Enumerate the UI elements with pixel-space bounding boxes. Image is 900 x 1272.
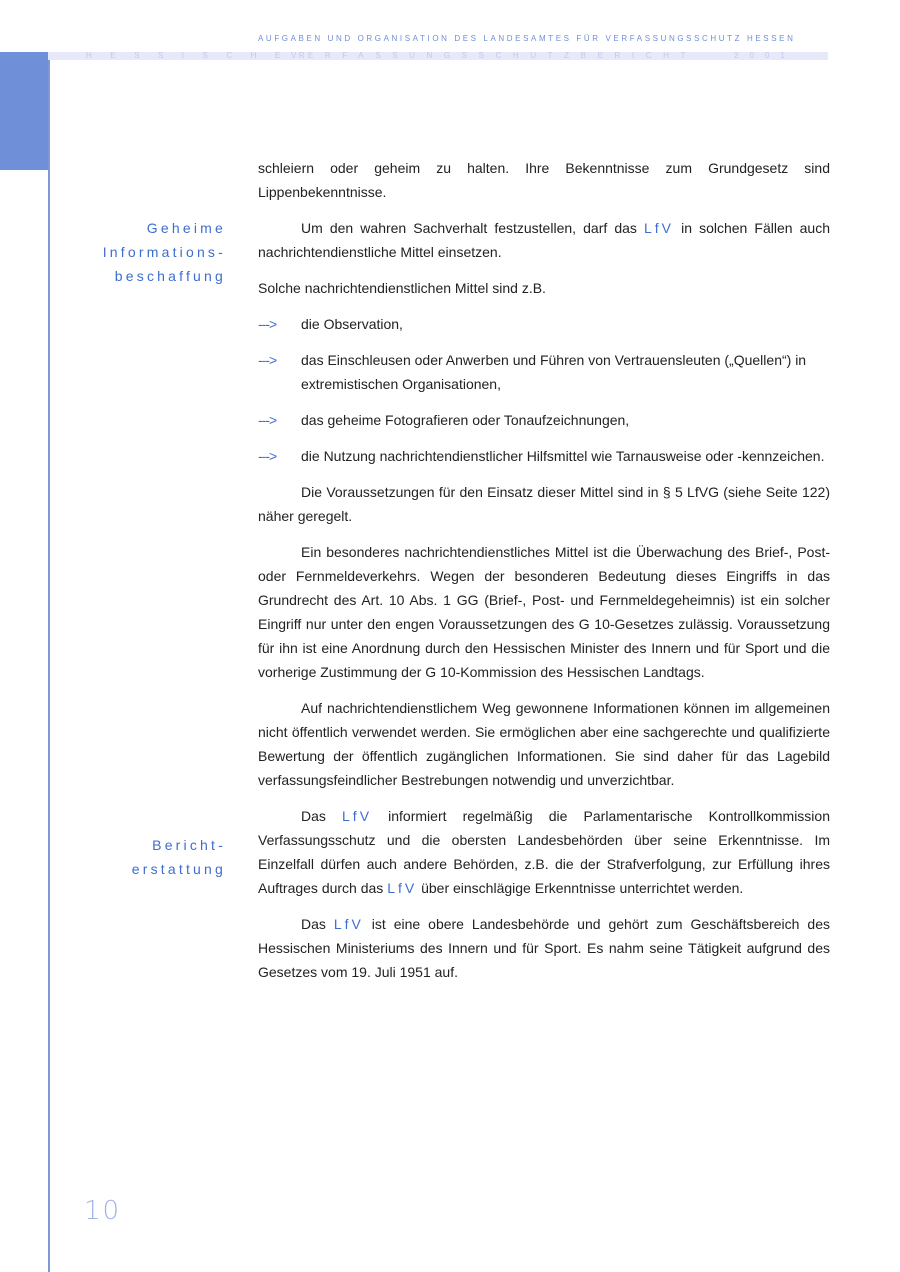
text-run: Das — [301, 808, 343, 824]
text-run: ist eine obere Landesbehörde und gehört zum Geschäftsbereich des Hessischen Ministeriums des Innern und für Sport. Es nahm seine Tätigkeit aufgrund des Gesetzes vom 19. Juli 1951 auf. — [258, 916, 830, 980]
header-band-word-2: VERFASSUNGSSCHUTZBERICHT — [291, 51, 697, 60]
header-band — [48, 52, 828, 60]
main-text — [258, 156, 830, 996]
margin-note-line: Bericht- — [152, 837, 226, 853]
arrow-icon: ---> — [258, 448, 277, 464]
paragraph: Ein besonderes nachrichtendienstliches Mittel ist die Überwachung des Brief-, Post- oder Fernmeldeverkehrs. Wegen der besonderen Bedeutung dieses Eingriffs in das Grundrecht des Art. 10 Abs. 1 GG (Brief-, Post- und Fernmeldegeheimnis) ist ein solcher Eingriff nur unter den engen Voraussetzungen des G 10-Gesetzes zulässig. Voraussetzung für ihn ist eine Anordnung durch den Hessischen Minister des Innern und für Sport und die vorherige Zustimmung der G 10-Kommission des Hessischen Landtags. — [258, 544, 830, 680]
margin-note-berichterstattung — [132, 833, 226, 881]
text-run: Um den wahren Sachverhalt festzustellen, darf das — [301, 220, 644, 236]
margin-note-line: Informations- — [102, 244, 226, 260]
text-run: Das — [301, 916, 334, 932]
margin-note-line: Geheime — [146, 220, 226, 236]
header-band-year: 2001 — [734, 51, 796, 60]
list-item — [258, 444, 830, 468]
paragraph: Solche nachrichtendienstlichen Mittel sind z.B. — [258, 280, 546, 296]
running-header: AUFGABEN UND ORGANISATION DES LANDESAMTES FÜR VERFASSUNGSSCHUTZ HESSEN — [258, 34, 796, 43]
list-item-text: die Observation, — [301, 316, 403, 332]
arrow-icon: ---> — [258, 352, 277, 368]
list-item-text: die Nutzung nachrichtendienstlicher Hilfsmittel wie Tarnausweise oder -kennzeichen. — [301, 448, 825, 464]
paragraph: Die Voraussetzungen für den Einsatz dieser Mittel sind in § 5 LfVG (siehe Seite 122) näher geregelt. — [258, 484, 830, 524]
paragraph: Auf nachrichtendienstlichem Weg gewonnene Informationen können im allgemeinen nicht öffentlich verwendet werden. Sie ermöglichen aber eine sachgerechte und qualifizierte Bewertung der öffentlich zugänglichen Informationen. Sie sind daher für das Lagebild verfassungsfeindlicher Bestrebungen notwendig und unverzichtbar. — [258, 700, 830, 788]
list-item — [258, 408, 830, 432]
abbr-lfv: LfV — [333, 916, 364, 932]
arrow-icon: ---> — [258, 412, 277, 428]
margin-note-line: beschaffung — [114, 268, 226, 284]
text-run: über einschlägige Erkenntnisse unterrichtet werden. — [417, 880, 744, 896]
list-item-text: das Einschleusen oder Anwerben und Führen von Vertrauensleuten („Quellen“) in extremistischen Organisationen, — [301, 352, 807, 392]
abbr-lfv: LfV — [644, 220, 675, 236]
bullet-list — [258, 312, 830, 468]
paragraph — [258, 216, 830, 264]
margin-note-informationsbeschaffung — [103, 216, 226, 288]
paragraph — [258, 912, 830, 984]
left-margin-rule — [48, 52, 50, 1272]
corner-color-block — [0, 52, 48, 170]
text-run: informiert regelmäßig die Parlamentarische Kontrollkommission Verfassungsschutz und die obersten Landesbehörden über seine Erkenntnisse. Im Einzelfall dürfen auch andere Behörden, z.B. die der Strafverfolgung, zur Erfüllung ihres Auftrages durch das — [258, 808, 830, 896]
arrow-icon: ---> — [258, 316, 277, 332]
paragraph: schleiern oder geheim zu halten. Ihre Bekenntnisse zum Grundgesetz sind Lippenbekenntnisse. — [258, 160, 830, 200]
abbr-lfv: LfV — [387, 880, 418, 896]
list-item — [258, 348, 830, 396]
page-number: 10 — [84, 1196, 122, 1226]
abbr-lfv: LfV — [342, 808, 373, 824]
header-band-word-1: HESSISCHER — [86, 51, 324, 60]
list-item-text: das geheime Fotografieren oder Tonaufzeichnungen, — [301, 412, 630, 428]
margin-note-line: erstattung — [131, 861, 226, 877]
text-run: in solchen Fällen auch nachrichtendienstliche Mittel einsetzen. — [258, 220, 830, 260]
paragraph — [258, 804, 830, 900]
list-item — [258, 312, 830, 336]
